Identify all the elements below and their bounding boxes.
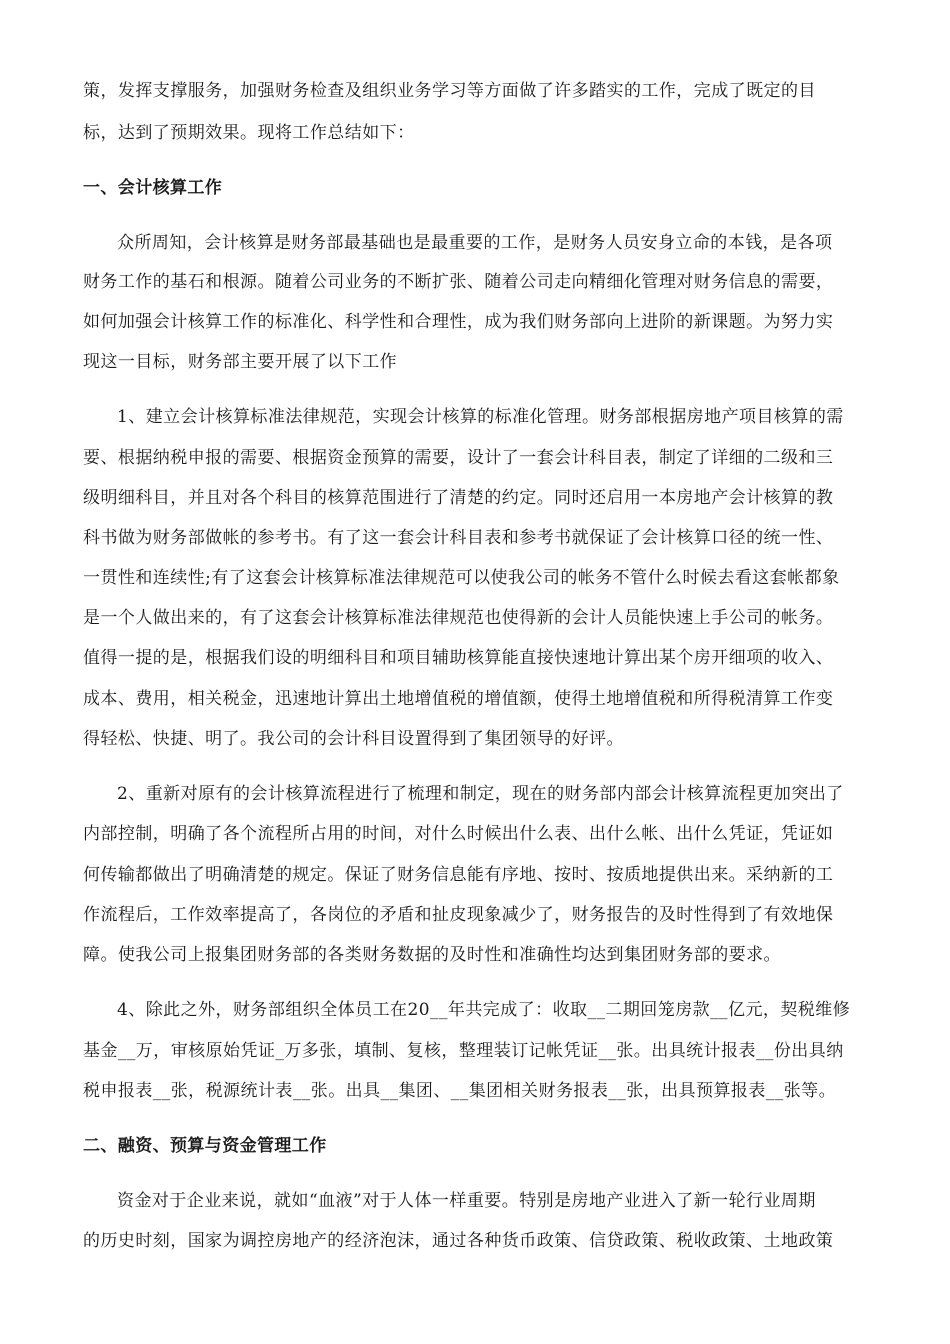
section-1-heading: 一、会计核算工作: [83, 178, 223, 198]
s1-p3-line-4: 作流程后，工作效率提高了，各岗位的矛盾和扯皮现象减少了，财务报告的及时性得到了有效地保: [83, 905, 834, 925]
intro-line-2: 标，达到了预期效果。现将工作总结如下：: [83, 123, 415, 143]
s1-p2-line-2: 要、根据纳税申报的需要、根据资金预算的需要，设计了一套会计科目表，制定了详细的二级和三: [83, 448, 834, 468]
s1-p2-line-6: 是一个人做出来的，有了这套会计核算标准法律规范也使得新的会计人员能快速上手公司的帐务。: [83, 608, 834, 628]
section-2-heading: 二、融资、预算与资金管理工作: [83, 1136, 327, 1156]
s1-p1-line-1: 众所周知，会计核算是财务部最基础也是最重要的工作，是财务人员安身立命的本钱，是各项: [117, 233, 833, 253]
s1-p2-line-8: 成本、费用，相关税金，迅速地计算出土地增值税的增值额，使得土地增值税和所得税清算工作变: [83, 689, 834, 709]
s1-p2-line-4: 科书做为财务部做帐的参考书。有了这一套会计科目表和参考书就保证了会计核算口径的统一性、: [83, 528, 834, 548]
s1-p2-line-1: 1、建立会计核算标准法律规范，实现会计核算的标准化管理。财务部根据房地产项目核算的需: [117, 407, 844, 427]
s1-p1-line-2: 财务工作的基石和根源。随着公司业务的不断扩张、随着公司走向精细化管理对财务信息的需要，: [83, 272, 834, 292]
s1-p3-line-5: 障。使我公司上报集团财务部的各类财务数据的及时性和准确性均达到集团财务部的要求。: [83, 945, 781, 965]
s1-p3-line-3: 何传输都做出了明确清楚的规定。保证了财务信息能有序地、按时、按质地提供出来。采纳新的工: [83, 865, 834, 885]
s1-p1-line-4: 现这一目标，财务部主要开展了以下工作: [83, 352, 398, 372]
s1-p3-line-1: 2、重新对原有的会计核算流程进行了梳理和制定，现在的财务部内部会计核算流程更加突出了: [117, 784, 844, 804]
s1-p1-line-3: 如何加强会计核算工作的标准化、科学性和合理性，成为我们财务部向上进阶的新课题。为努力实: [83, 312, 834, 332]
s1-p4-line-1: 4、除此之外，财务部组织全体员工在20__年共完成了：收取__二期回笼房款__亿元，契税维修: [117, 1000, 851, 1020]
s2-p1-line-1: 资金对于企业来说，就如“血液”对于人体一样重要。特别是房地产业进入了新一轮行业周期: [117, 1191, 816, 1211]
s1-p2-line-9: 得轻松、快捷、明了。我公司的会计科目设置得到了集团领导的好评。: [83, 729, 624, 749]
s1-p2-line-5: 一贯性和连续性;有了这套会计核算标准法律规范可以使我公司的帐务不管什么时候去看这套帐都象: [83, 568, 840, 588]
s1-p4-line-2: 基金__万，审核原始凭证_万多张，填制、复核，整理装订记帐凭证__张。出具统计报表__份出具纳: [83, 1041, 844, 1061]
s1-p2-line-3: 级明细科目，并且对各个科目的核算范围进行了清楚的约定。同时还启用一本房地产会计核算的教: [83, 488, 834, 508]
s1-p2-line-7: 值得一提的是，根据我们设的明细科目和项目辅助核算能直接快速地计算出某个房开细项的收入、: [83, 648, 834, 668]
intro-line-1: 策，发挥支撑服务，加强财务检查及组织业务学习等方面做了许多踏实的工作，完成了既定的目: [83, 81, 816, 101]
s1-p4-line-3: 税申报表__张，税源统计表__张。出具__集团、__集团相关财务报表__张，出具预算报表__张等。: [83, 1081, 837, 1101]
s1-p3-line-2: 内部控制，明确了各个流程所占用的时间，对什么时候出什么表、出什么帐、出什么凭证，凭证如: [83, 824, 834, 844]
s2-p1-line-2: 的历史时刻，国家为调控房地产的经济泡沫，通过各种货币政策、信贷政策、税收政策、土地政策: [83, 1231, 834, 1251]
